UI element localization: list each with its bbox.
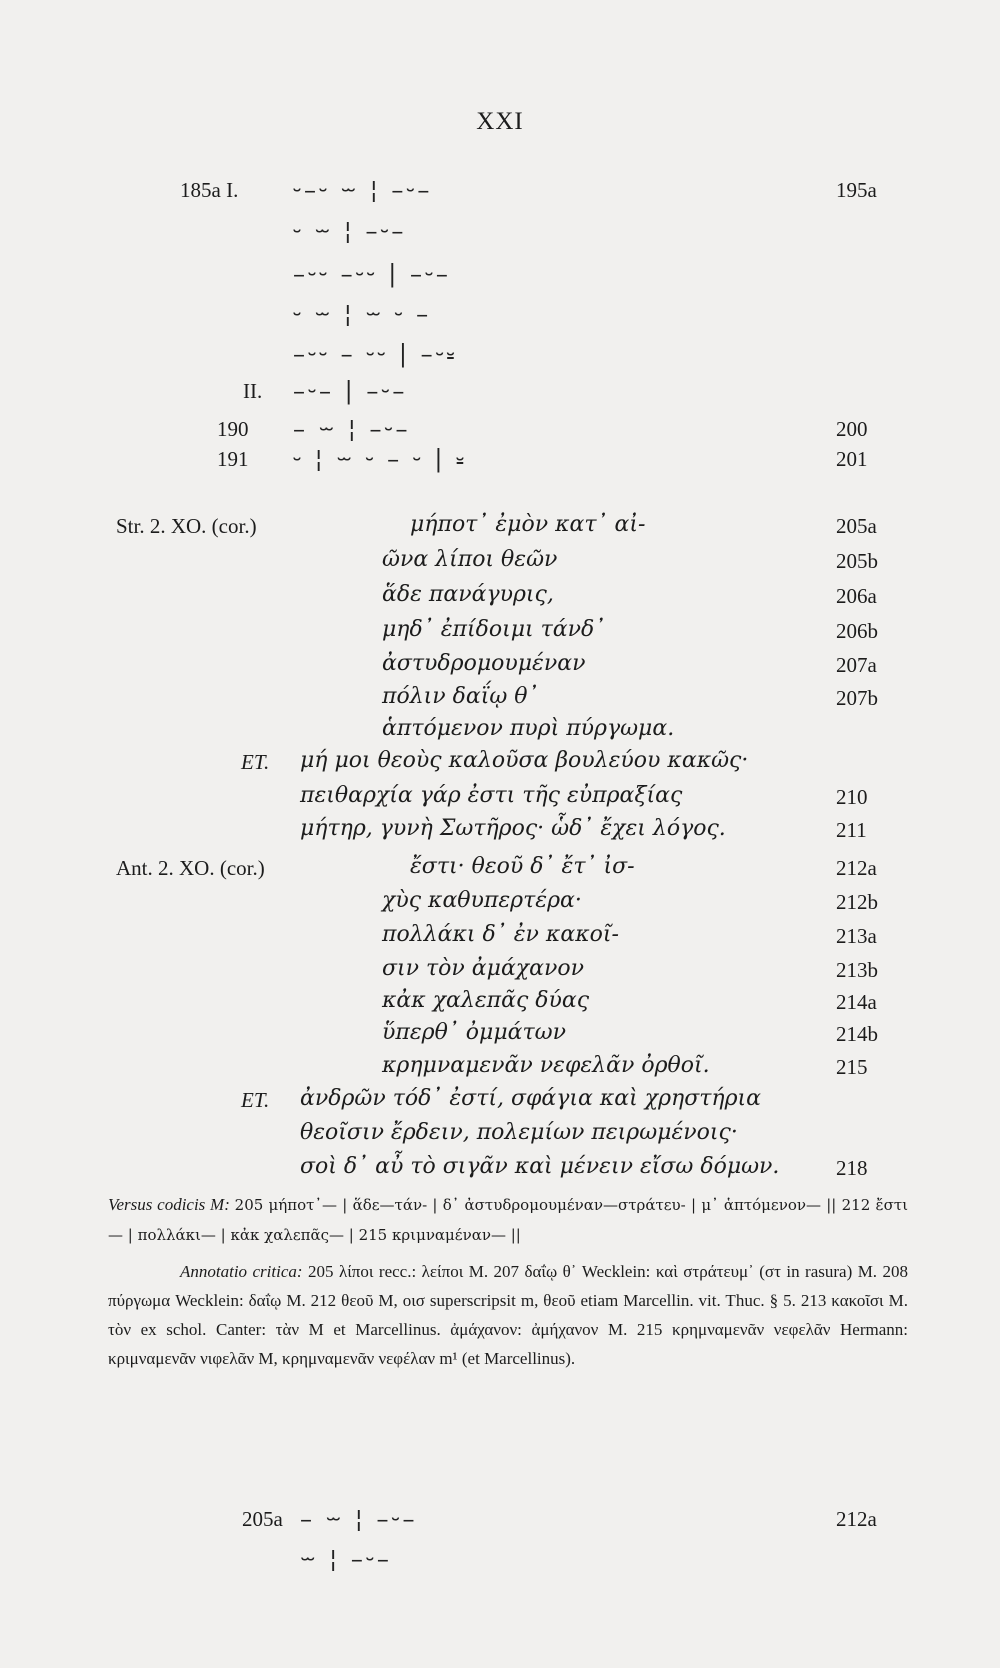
annotatio-critica-note: [108, 1257, 908, 1373]
versus-text: 205 μήποτ᾽— | ἅδε—τάν- | δ᾽ ἀστυδρομουμέναν—στράτευ- | μ᾽ ἁπτόμενον— || 212 ἔστι— | πολλάκι— | κἀκ χαλεπᾶς— | 215 κριμναμέναν— ||: [108, 1196, 909, 1244]
verse-number: 210: [836, 785, 868, 809]
meter-label: 190: [217, 417, 249, 441]
verse-number: 214a: [836, 990, 877, 1014]
meter-label: II.: [243, 379, 263, 403]
verse-line: κρημναμενᾶν νεφελᾶν ὀρθοῖ.: [382, 1053, 710, 1078]
annotatio-text: 205 λίποι recc.: λείποι M. 207 δαΐῳ θ᾽ Wecklein: καὶ στράτευμ᾽ (στ in rasura) M. 208 πύργωμα Wecklein: δαΐῳ M. 212 θεοῦ M, οισ superscripsit m, θεοῦ etiam Marcellin. vit. Thuc. § 5. 213 κακοῖσι M. τὸν ex schol. Canter: τὰν M et Marcellinus. ἀμάχανον: ἀμήχανον M. 215 κρημναμενᾶν νεφελᾶν Hermann: κριμναμενᾶν νιφελᾶν M, κρημναμενᾶν νεφέλαν m¹ (et Marcellinus).: [108, 1262, 909, 1368]
verse-line: κἀκ χαλεπᾶς δύας: [382, 988, 590, 1013]
annotatio-label: Annotatio critica:: [180, 1262, 303, 1281]
meter-line: – ⏖ ¦ –⏑–: [300, 1505, 418, 1533]
verse-number: 207a: [836, 653, 877, 677]
verse-number: 206b: [836, 619, 878, 643]
verse-number: 205b: [836, 549, 878, 573]
versus-codicis-note: [108, 1190, 908, 1250]
verse-number: 213b: [836, 958, 878, 982]
meter-line-number: 200: [836, 417, 868, 441]
verse-number: 213a: [836, 924, 877, 948]
meter-label: 191: [217, 447, 249, 471]
antistrophe-label: Ant. 2. ΧΟ. (cor.): [116, 856, 265, 880]
verse-number: 211: [836, 818, 867, 842]
meter-line: –⏑⏑ – ⏑⏑ | –⏑⏓: [293, 340, 458, 368]
verse-line: μή μοι θεοὺς καλοῦσα βουλεύου κακῶς·: [300, 748, 749, 773]
verse-number: 207b: [836, 686, 878, 710]
verse-line: ὕπερθ᾽ ὀμμάτων: [382, 1020, 566, 1045]
meter-line: ⏑–⏑ ⏖ ¦ –⏑–: [293, 176, 433, 204]
verse-line: ἔστι· θεοῦ δ᾽ ἔτ᾽ ἰσ-: [410, 854, 635, 879]
verse-number: 205a: [836, 514, 877, 538]
meter-line-number: 212a: [836, 1507, 877, 1531]
meter-line: –⏑– | –⏑–: [293, 377, 408, 405]
speaker-label: ΕΤ.: [241, 1088, 270, 1112]
meter-line-number: 195a: [836, 178, 877, 202]
meter-line: – ⏖ ¦ –⏑–: [293, 415, 411, 443]
strophe-label: Str. 2. ΧΟ. (cor.): [116, 514, 257, 538]
meter-line: –⏑⏑ –⏑⏑ | –⏑–: [293, 260, 451, 288]
verse-line: ἅδε πανάγυρις,: [382, 582, 554, 607]
meter-line: ⏑ ⏖ ¦ ⏖ ⏑ –: [293, 300, 432, 328]
meter-line: ⏑ ⏖ ¦ –⏑–: [293, 217, 407, 245]
versus-label: Versus codicis M:: [108, 1195, 230, 1214]
verse-line: πόλιν δαΐῳ θ᾽: [382, 684, 539, 709]
verse-line: μηδ᾽ ἐπίδοιμι τάνδ᾽: [382, 617, 606, 642]
meter-line: ⏑ ¦ ⏖ ⏑ – ⏑ | ⏓: [293, 445, 468, 473]
verse-line: πειθαρχία γάρ ἐστι τῆς εὐπραξίας: [300, 783, 683, 808]
verse-number: 214b: [836, 1022, 878, 1046]
verse-line: ῶνα λίποι θεῶν: [382, 547, 558, 572]
verse-line: μήτηρ, γυνὴ Σωτῆρος· ὧδ᾽ ἔχει λόγος.: [300, 816, 726, 841]
verse-line: θεοῖσιν ἔρδειν, πολεμίων πειρωμένοις·: [300, 1120, 738, 1145]
verse-line: χὺς καθυπερτέρα·: [382, 888, 582, 913]
meter-label: 205a: [242, 1507, 283, 1531]
verse-line: ἁπτόμενον πυρὶ πύργωμα.: [382, 716, 675, 741]
verse-line: σιν τὸν ἀμάχανον: [382, 956, 584, 981]
verse-line: ἀστυδρομουμέναν: [382, 651, 586, 676]
meter-line: ⏖ ¦ –⏑–: [300, 1545, 392, 1573]
verse-line: πολλάκι δ᾽ ἐν κακοῖ-: [382, 922, 619, 947]
verse-number: 212b: [836, 890, 878, 914]
verse-line: σοὶ δ᾽ αὖ τὸ σιγᾶν καὶ μένειν εἴσω δόμων.: [300, 1154, 780, 1179]
verse-number: 212a: [836, 856, 877, 880]
meter-label: 185a I.: [180, 178, 239, 202]
page-number: XXI: [476, 108, 524, 135]
verse-number: 215: [836, 1055, 868, 1079]
verse-number: 206a: [836, 584, 877, 608]
verse-line: ἀνδρῶν τόδ᾽ ἐστί, σφάγια καὶ χρηστήρια: [300, 1086, 762, 1111]
verse-number: 218: [836, 1156, 868, 1180]
speaker-label: ΕΤ.: [241, 750, 270, 774]
verse-line: μήποτ᾽ ἐμὸν κατ᾽ αἰ-: [410, 512, 646, 537]
meter-line-number: 201: [836, 447, 868, 471]
